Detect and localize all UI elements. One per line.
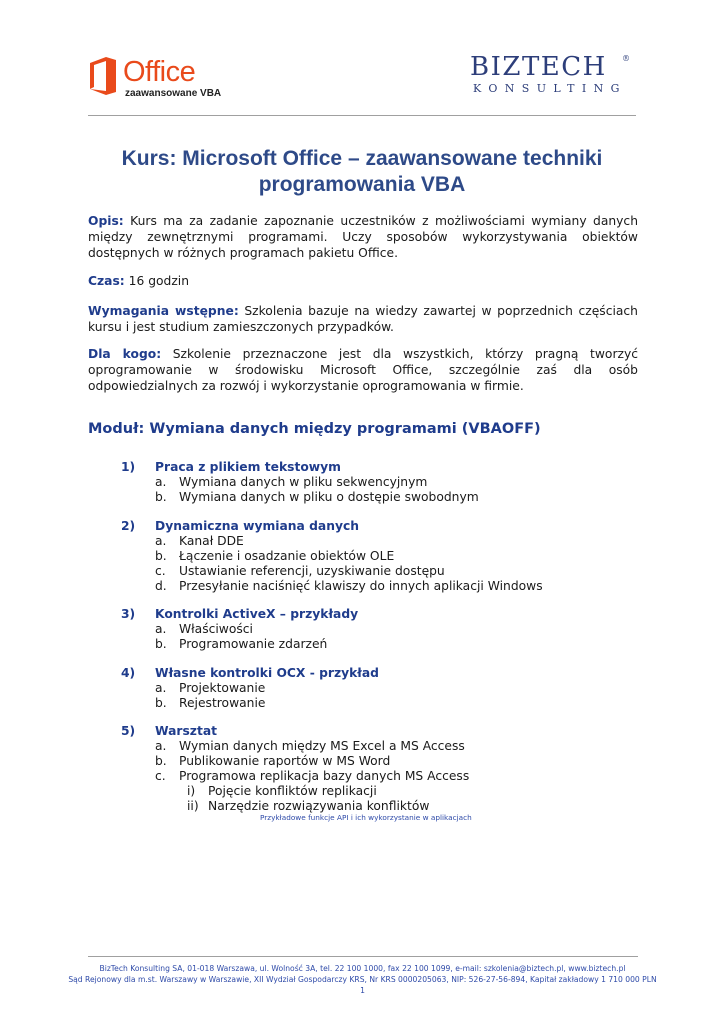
list-item-text: Programowa replikacja bazy danych MS Access <box>179 769 470 783</box>
list-marker: a. <box>155 534 167 548</box>
list-item <box>88 739 638 754</box>
sub-list-item-text: Narzędzie rozwiązywania konfliktów <box>208 799 430 813</box>
list-marker: c. <box>155 769 166 783</box>
wymagania-text: Szkolenia bazuje na wiedzy zawartej w poprzednich częściach kursu i jest studium zamieszczonych przypadków. <box>88 304 638 334</box>
biztech-logo-main: BIZTECH <box>470 52 607 82</box>
list-item-text: Wymiana danych w pliku o dostępie swobodnym <box>179 490 479 504</box>
page-title: Kurs: Microsoft Office – zaawansowane techniki programowania VBA <box>121 147 603 196</box>
list-item-text: Wymiana danych w pliku sekwencyjnym <box>179 475 428 489</box>
sub-list-item-text: Pojęcie konfliktów replikacji <box>208 784 377 798</box>
biztech-logo <box>470 52 640 102</box>
list-item-text: Właściwości <box>179 622 253 636</box>
list-item <box>88 637 638 652</box>
list-item <box>88 681 638 696</box>
page-number: 1 <box>360 986 365 995</box>
czas-text: 16 godzin <box>128 274 189 288</box>
list-item <box>88 769 638 784</box>
section-1 <box>88 460 638 505</box>
list-marker: a. <box>155 622 167 636</box>
section-note: Przykładowe funkcje API i ich wykorzystanie w aplikacjach <box>260 813 472 822</box>
opis-text: Kurs ma za zadanie zapoznanie uczestników z możliwościami wymiany danych między zewnętrznymi programami. Uczy sposobów wykorzystywania obiektów dostępnych w różnych programach pakietu Office. <box>88 214 638 260</box>
sub-list-item <box>88 799 638 814</box>
list-marker: a. <box>155 739 167 753</box>
list-marker: a. <box>155 475 167 489</box>
wymagania-paragraph <box>88 304 638 336</box>
registered-mark: ® <box>622 54 630 63</box>
list-item-text: Łączenie i osadzanie obiektów OLE <box>179 549 395 563</box>
list-marker: b. <box>155 696 167 710</box>
list-marker: b. <box>155 549 167 563</box>
office-logo-icon <box>90 57 116 95</box>
office-logo <box>90 55 250 103</box>
list-marker: c. <box>155 564 166 578</box>
section-number: 1) <box>121 460 136 474</box>
list-item <box>88 696 638 711</box>
section-title: Warsztat <box>155 724 218 738</box>
dla-kogo-paragraph <box>88 347 638 394</box>
section-3 <box>88 607 638 652</box>
office-logo-word: Office <box>123 56 196 88</box>
section-title: Kontrolki ActiveX – przykłady <box>155 607 359 621</box>
list-marker: a. <box>155 681 167 695</box>
section-header <box>88 666 638 681</box>
list-item-text: Programowanie zdarzeń <box>179 637 328 651</box>
list-item-text: Ustawianie referencji, uzyskiwanie dostępu <box>179 564 445 578</box>
list-marker: b. <box>155 637 167 651</box>
list-marker: d. <box>155 579 167 593</box>
list-item <box>88 490 638 505</box>
czas-paragraph <box>88 274 638 290</box>
section-number: 2) <box>121 519 136 533</box>
section-title: Dynamiczna wymiana danych <box>155 519 360 533</box>
module-title: Moduł: Wymiana danych między programami (VBAOFF) <box>88 421 541 437</box>
opis-label: Opis: <box>88 214 124 228</box>
list-item-text: Publikowanie raportów w MS Word <box>179 754 391 768</box>
sub-list-marker: i) <box>187 784 196 798</box>
section-header <box>88 460 638 475</box>
list-item <box>88 564 638 579</box>
list-item <box>88 579 638 594</box>
section-4 <box>88 666 638 711</box>
list-item-text: Wymian danych między MS Excel a MS Access <box>179 739 465 753</box>
footer-line-2: Sąd Rejonowy dla m.st. Warszawy w Warszawie, XII Wydział Gospodarczy KRS, Nr KRS 0000205063, NIP: 526-27-56-894, Kapitał zakładowy 1 710 000 PLN <box>68 975 657 984</box>
section-number: 5) <box>121 724 136 738</box>
section-5 <box>88 724 638 814</box>
section-header <box>88 607 638 622</box>
list-marker: b. <box>155 490 167 504</box>
footer-line-1: BizTech Konsulting SA, 01-018 Warszawa, ul. Wolność 3A, tel. 22 100 1000, fax 22 100 1099, e-mail: szkolenia@biztech.pl, www.biztech.pl <box>99 964 626 973</box>
list-item <box>88 534 638 549</box>
list-item <box>88 754 638 769</box>
office-logo-subtitle: zaawansowane VBA <box>125 88 222 99</box>
section-number: 4) <box>121 666 136 680</box>
wymagania-label: Wymagania wstępne: <box>88 304 239 318</box>
list-item <box>88 622 638 637</box>
section-header <box>88 724 638 739</box>
section-2 <box>88 519 638 594</box>
header-divider <box>88 115 636 116</box>
czas-label: Czas: <box>88 274 125 288</box>
biztech-logo-sub: KONSULTING <box>473 82 627 95</box>
list-item <box>88 549 638 564</box>
section-title: Praca z plikiem tekstowym <box>155 460 341 474</box>
list-item-text: Przesyłanie naciśnięć klawiszy do innych aplikacji Windows <box>179 579 543 593</box>
section-number: 3) <box>121 607 136 621</box>
opis-paragraph <box>88 214 638 261</box>
section-title: Własne kontrolki OCX - przykład <box>155 666 379 680</box>
sub-list-item <box>88 784 638 799</box>
dla-kogo-text: Szkolenie przeznaczone jest dla wszystkich, którzy pragną tworzyć oprogramowanie w środowisku Microsoft Office, szczególnie zaś dla osób odpowiedzialnych za rozwój i wykorzystanie oprogramowania w firmie. <box>88 347 638 393</box>
footer-divider <box>88 956 638 957</box>
sub-list-marker: ii) <box>187 799 199 813</box>
section-header <box>88 519 638 534</box>
list-marker: b. <box>155 754 167 768</box>
list-item-text: Rejestrowanie <box>179 696 266 710</box>
dla-kogo-label: Dla kogo: <box>88 347 162 361</box>
list-item-text: Kanał DDE <box>179 534 244 548</box>
list-item-text: Projektowanie <box>179 681 266 695</box>
list-item <box>88 475 638 490</box>
